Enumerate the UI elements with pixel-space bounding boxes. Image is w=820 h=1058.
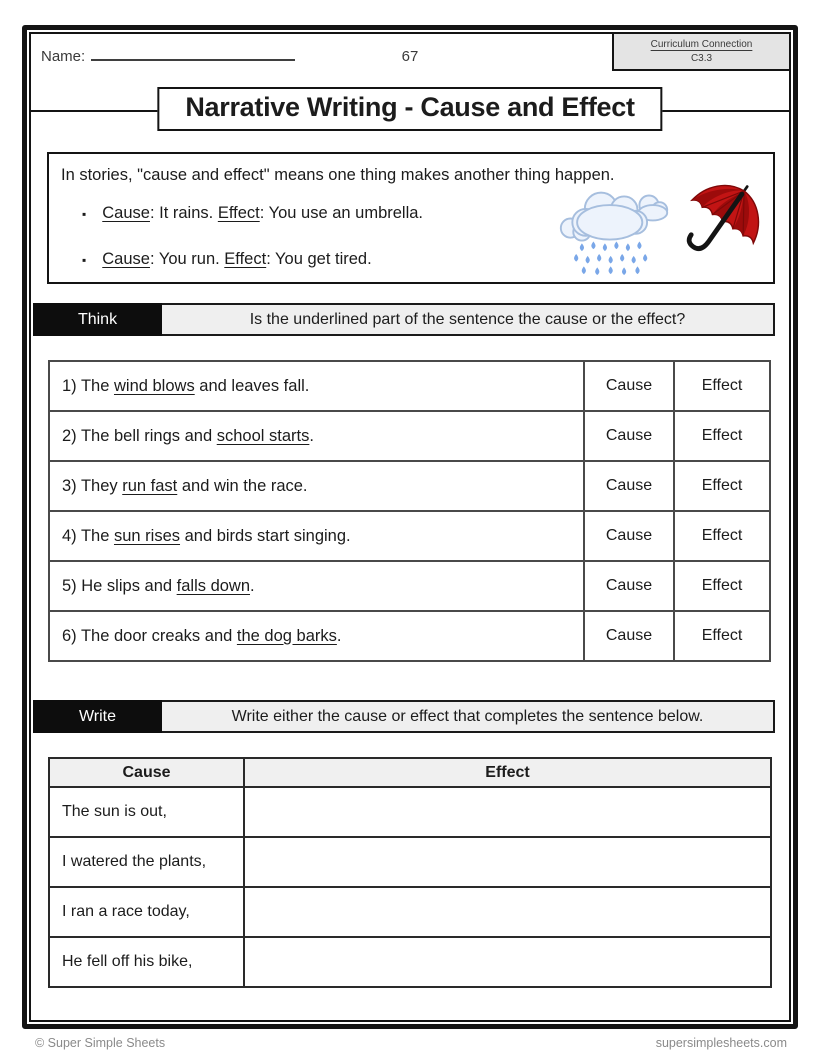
write-instruction: Write either the cause or effect that completes the sentence below.	[162, 700, 775, 733]
sentence-cell	[49, 461, 584, 511]
sentence-cell	[49, 361, 584, 411]
red-umbrella-icon	[671, 176, 771, 272]
effect-option[interactable]: Effect	[674, 411, 770, 461]
cause-text: : It rains.	[149, 204, 218, 222]
page-inner-border	[29, 32, 791, 1022]
intro-box	[47, 152, 775, 284]
effect-option[interactable]: Effect	[674, 461, 770, 511]
cause-cell: He fell off his bike,	[49, 937, 244, 987]
sentence-underlined: wind blows	[113, 376, 195, 395]
curriculum-code: C3.3	[690, 53, 713, 64]
think-label: Think	[33, 303, 162, 336]
cause-cell: I watered the plants,	[49, 837, 244, 887]
sentence-pre: 5) He slips and	[62, 576, 177, 595]
table-row	[49, 411, 770, 461]
sentence-cell	[49, 561, 584, 611]
sentence-post: and win the race.	[177, 476, 308, 495]
sentence-underlined: school starts	[216, 426, 310, 445]
intro-lead: In stories, "cause and effect" means one thing makes another thing happen.	[61, 166, 615, 184]
page-number: 67	[401, 48, 419, 65]
effect-option[interactable]: Effect	[674, 511, 770, 561]
sentence-post: .	[250, 576, 255, 595]
effect-text: : You get tired.	[266, 250, 372, 268]
sentence-cell	[49, 411, 584, 461]
footer-website: supersimplesheets.com	[655, 1036, 787, 1050]
effect-word: Effect	[224, 250, 267, 268]
cause-option[interactable]: Cause	[584, 361, 674, 411]
cause-text: : You run.	[149, 250, 225, 268]
intro-bullet-2	[82, 250, 372, 269]
sentence-post: .	[309, 426, 314, 445]
rain-cloud-icon	[557, 184, 672, 276]
table-row	[49, 887, 771, 937]
cause-option[interactable]: Cause	[584, 411, 674, 461]
think-section-bar	[33, 303, 775, 336]
sentence-pre: 6) The door creaks and	[62, 626, 237, 645]
name-label: Name:	[41, 48, 86, 65]
cause-word: Cause	[102, 250, 150, 268]
table-row	[49, 561, 770, 611]
cause-column-header: Cause	[49, 758, 244, 787]
sentence-pre: 4) The	[62, 526, 114, 545]
write-table	[48, 757, 772, 988]
effect-column-header: Effect	[244, 758, 771, 787]
sentence-pre: 1) The	[62, 376, 114, 395]
sentence-post: and leaves fall.	[194, 376, 310, 395]
think-instruction: Is the underlined part of the sentence the cause or the effect?	[162, 303, 775, 336]
sentence-pre: 2) The bell rings and	[62, 426, 217, 445]
curriculum-title: Curriculum Connection	[650, 39, 753, 50]
curriculum-connection-box	[612, 32, 791, 71]
cause-option[interactable]: Cause	[584, 611, 674, 661]
effect-text: : You use an umbrella.	[259, 204, 424, 222]
sentence-underlined: the dog barks	[236, 626, 337, 645]
sentence-post: .	[336, 626, 342, 645]
effect-option[interactable]: Effect	[674, 361, 770, 411]
title-band	[29, 87, 791, 133]
table-row	[49, 361, 770, 411]
cause-cell: I ran a race today,	[49, 887, 244, 937]
page-title: Narrative Writing - Cause and Effect	[157, 87, 662, 131]
sentence-cell	[49, 611, 584, 661]
table-row	[49, 461, 770, 511]
write-label: Write	[33, 700, 162, 733]
cause-cell: The sun is out,	[49, 787, 244, 837]
sentence-underlined: falls down	[176, 576, 251, 595]
cause-option[interactable]: Cause	[584, 461, 674, 511]
sentence-cell	[49, 511, 584, 561]
intro-bullet-1	[82, 204, 423, 223]
table-header-row	[49, 758, 771, 787]
effect-answer-cell[interactable]	[244, 887, 771, 937]
write-section-bar	[33, 700, 775, 733]
square-bullet-icon	[82, 250, 86, 269]
square-bullet-icon	[82, 204, 86, 223]
think-table	[48, 360, 771, 662]
footer-copyright: © Super Simple Sheets	[35, 1036, 166, 1050]
table-row	[49, 611, 770, 661]
page-footer	[35, 1036, 787, 1050]
effect-answer-cell[interactable]	[244, 787, 771, 837]
sentence-pre: 3) They	[62, 476, 123, 495]
effect-answer-cell[interactable]	[244, 937, 771, 987]
table-row	[49, 787, 771, 837]
cause-word: Cause	[102, 204, 150, 222]
cause-option[interactable]: Cause	[584, 511, 674, 561]
page-border	[22, 25, 798, 1029]
table-row	[49, 937, 771, 987]
effect-answer-cell[interactable]	[244, 837, 771, 887]
sentence-underlined: run fast	[122, 476, 178, 495]
effect-word: Effect	[217, 204, 260, 222]
cause-option[interactable]: Cause	[584, 561, 674, 611]
effect-option[interactable]: Effect	[674, 611, 770, 661]
table-row	[49, 511, 770, 561]
effect-option[interactable]: Effect	[674, 561, 770, 611]
sentence-underlined: sun rises	[113, 526, 181, 545]
sentence-post: and birds start singing.	[180, 526, 351, 545]
table-row	[49, 837, 771, 887]
